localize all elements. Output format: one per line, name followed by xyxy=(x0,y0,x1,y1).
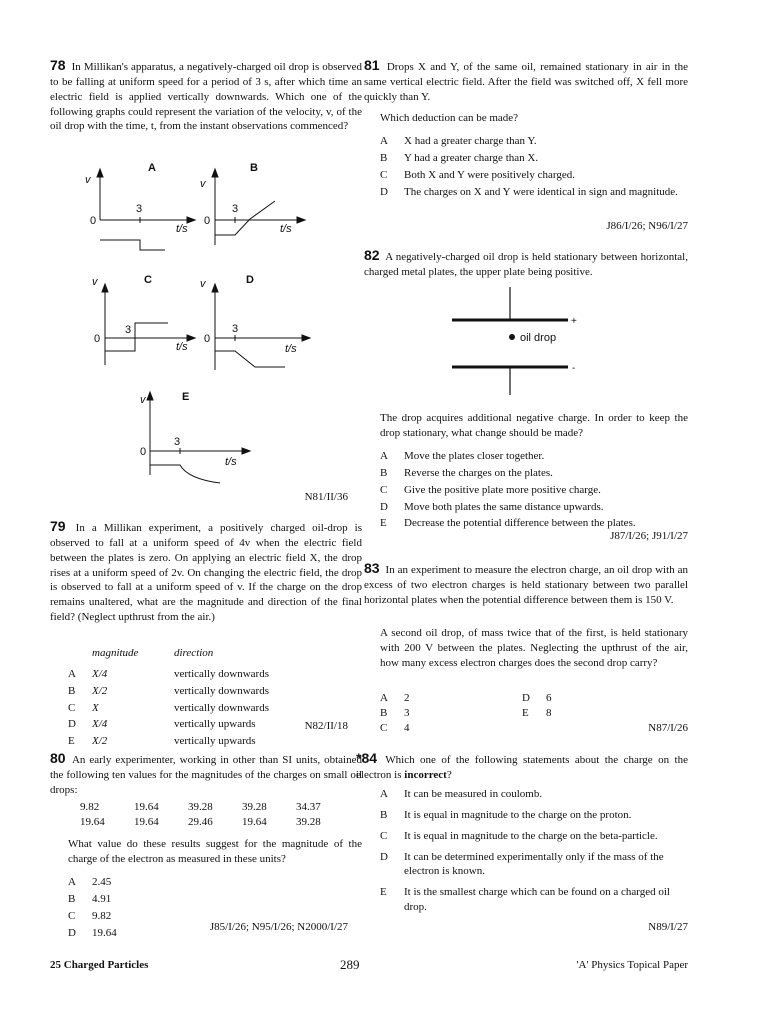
option-d[interactable]: D Move both plates the same distance upwards. xyxy=(380,500,604,513)
svg-text:t/s: t/s xyxy=(176,341,188,353)
question-number: 78 xyxy=(50,57,66,73)
option-a[interactable]: A It can be measured in coulomb. xyxy=(380,788,543,800)
graph-e xyxy=(147,392,250,483)
question-number: *84 xyxy=(356,750,378,766)
option-e[interactable]: E X/2 vertically upwards xyxy=(68,735,256,748)
option-b[interactable]: B X/2 vertically downwards xyxy=(68,684,269,697)
question-83 xyxy=(364,559,688,608)
question-80-prompt: What value do these results suggest for the magnitude of the charge of the electron as measured in these units? xyxy=(68,838,362,865)
oil-drop-label: oil drop xyxy=(520,332,557,344)
option-c[interactable]: C It is equal in magnitude to the charge on the beta-particle. xyxy=(380,829,658,842)
graph-label-c: C xyxy=(144,274,152,286)
svg-text:t/s: t/s xyxy=(285,343,297,355)
option-a[interactable]: A Move the plates closer together. xyxy=(380,450,545,462)
option-d[interactable]: D It can be determined experimentally only if the mass of the electron is known. xyxy=(380,850,664,878)
velocity-time-graphs xyxy=(80,155,380,485)
graph-d xyxy=(212,284,310,370)
svg-text:0: 0 xyxy=(204,333,211,345)
options-81 xyxy=(380,134,688,201)
option-e[interactable]: E Decrease the potential difference between the plates. xyxy=(380,517,636,530)
question-text: In an experiment to measure the electron charge, an oil drop with an excess of two electron charges is held stationary between two parallel horizontal plates when the potential difference between them is 150 V. xyxy=(364,564,688,606)
option-c[interactable]: C 4 xyxy=(380,722,410,734)
question-text: Which one of the following statements about the charge on the electron is incorrect? xyxy=(356,754,688,781)
question-text: In a Millikan experiment, a positively charged oil-drop is observed to fall at a uniform speed of 4v when the electric field between the plates is zero. On applying an electric field X, the drop rises at a uniform speed of 2v. On changing the electric field, the drop is observed to fall at a uniform speed of v. If the charge on the drop remains unaltered, what are the magnitude and direction of the final field? (Neglect upthrust from the air.) xyxy=(50,522,363,624)
question-text: An early experimenter, working in other than SI units, obtained the following ten values for the magnitudes of the charges on small oil drops: xyxy=(50,754,362,796)
graph-label-b: B xyxy=(250,162,258,174)
question-reference: J87/I/26; J91/I/27 xyxy=(610,530,688,542)
question-reference: N81/II/36 xyxy=(304,491,348,503)
question-83-prompt: A second oil drop, of mass twice that of the first, is held stationary with 200 V between the plates. Neglecting the upthrust of the air, how many excess electron charges does the second drop carry? xyxy=(380,627,688,669)
question-reference: J86/I/26; N96/I/27 xyxy=(606,220,688,232)
option-d[interactable]: D 19.64 xyxy=(68,926,117,939)
question-number: 80 xyxy=(50,750,66,766)
question-reference: J85/I/26; N95/I/26; N2000/I/27 xyxy=(209,921,348,933)
svg-text:t/s: t/s xyxy=(280,223,292,235)
option-c[interactable]: C 9.82 xyxy=(68,909,112,922)
question-text: Drops X and Y, of the same oil, remained stationary in air in the same vertical electric field. After the field was switched off, X fell more quickly than Y. xyxy=(364,61,688,103)
options-82 xyxy=(380,449,688,533)
question-number: 79 xyxy=(50,518,66,534)
oil-drop-dot xyxy=(509,334,515,340)
svg-text:0: 0 xyxy=(94,333,101,345)
option-b[interactable]: B Reverse the charges on the plates. xyxy=(380,466,553,479)
question-78 xyxy=(50,56,362,134)
graph-label-e: E xyxy=(182,391,190,403)
option-b[interactable]: B Y had a greater charge than X. xyxy=(380,151,539,164)
svg-text:3: 3 xyxy=(232,203,239,215)
option-a[interactable]: A 2 xyxy=(380,692,410,704)
question-number: 83 xyxy=(364,560,380,576)
question-reference: N82/II/18 xyxy=(304,720,348,732)
option-d[interactable]: D 6 xyxy=(522,692,552,704)
question-81-prompt: Which deduction can be made? xyxy=(380,112,519,124)
svg-text:t/s: t/s xyxy=(225,456,237,468)
svg-text:0: 0 xyxy=(140,446,147,458)
question-82 xyxy=(364,246,688,280)
page-number: 289 xyxy=(340,957,360,972)
minus-sign: - xyxy=(572,363,576,374)
svg-text:0: 0 xyxy=(90,215,97,227)
question-84 xyxy=(356,749,688,783)
svg-text:v: v xyxy=(85,174,91,186)
option-c[interactable]: C X vertically downwards xyxy=(68,701,269,714)
question-number: 81 xyxy=(364,57,380,73)
svg-text:v: v xyxy=(200,278,206,290)
column-header-direction: direction xyxy=(174,647,214,659)
svg-text:v: v xyxy=(140,394,146,406)
option-e[interactable]: E It is the smallest charge which can be found on a charged oil drop. xyxy=(380,886,670,914)
question-80 xyxy=(50,749,362,798)
question-82-prompt: The drop acquires additional negative charge. In order to keep the drop stationary, what change should be made? xyxy=(380,412,688,439)
svg-text:3: 3 xyxy=(125,324,132,336)
option-b[interactable]: B 4.91 xyxy=(68,892,112,905)
option-b[interactable]: B 3 xyxy=(380,707,410,719)
svg-text:3: 3 xyxy=(232,323,239,335)
charge-values-table: 9.82 19.64 39.28 39.28 34.37 19.64 19.64 29.46 19.64 39.28 xyxy=(80,801,321,828)
option-d[interactable]: D X/4 vertically upwards xyxy=(68,718,256,731)
plus-sign: + xyxy=(571,316,577,327)
option-c[interactable]: C Give the positive plate more positive charge. xyxy=(380,483,601,496)
option-c[interactable]: C Both X and Y were positively charged. xyxy=(380,168,575,181)
svg-text:3: 3 xyxy=(174,436,181,448)
charged-plates-diagram xyxy=(450,287,610,397)
graph-a xyxy=(97,169,195,250)
question-reference: N89/I/27 xyxy=(648,921,688,933)
option-b[interactable]: B It is equal in magnitude to the charge on the proton. xyxy=(380,808,632,821)
option-a[interactable]: A X/4 vertically downwards xyxy=(68,667,269,680)
options-84 xyxy=(380,787,688,917)
footer-chapter: 25 Charged Particles xyxy=(50,959,149,971)
question-text: A negatively-charged oil drop is held stationary between horizontal, charged metal plates, the upper plate being positive. xyxy=(364,251,688,278)
svg-text:0: 0 xyxy=(204,215,211,227)
question-reference: N87/I/26 xyxy=(648,722,688,734)
option-d[interactable]: D The charges on X and Y were identical in sign and magnitude. xyxy=(380,185,678,198)
footer-book-title: 'A' Physics Topical Paper xyxy=(576,959,688,971)
graph-label-d: D xyxy=(246,274,254,286)
question-number: 82 xyxy=(364,247,380,263)
question-79 xyxy=(50,517,362,625)
graph-label-a: A xyxy=(148,162,156,174)
svg-text:v: v xyxy=(200,178,206,190)
option-a[interactable]: A X had a greater charge than Y. xyxy=(380,135,537,147)
svg-text:v: v xyxy=(92,276,98,288)
column-header-magnitude: magnitude xyxy=(92,647,139,659)
svg-text:t/s: t/s xyxy=(176,223,188,235)
svg-text:3: 3 xyxy=(136,203,143,215)
option-a[interactable]: A 2.45 xyxy=(68,876,112,888)
question-81 xyxy=(364,56,688,105)
question-text: In Millikan's apparatus, a negatively-charged oil drop is observed to be falling at uniform speed for a period of 3 s, after which time an electric field is applied vertically downwards. Which one of the following graphs could represent the variation of the velocity, v, of the oil drop with the time, t, from the instant observations commenced? xyxy=(50,61,362,133)
option-e[interactable]: E 8 xyxy=(522,707,552,719)
answer-table-79 xyxy=(68,646,350,751)
